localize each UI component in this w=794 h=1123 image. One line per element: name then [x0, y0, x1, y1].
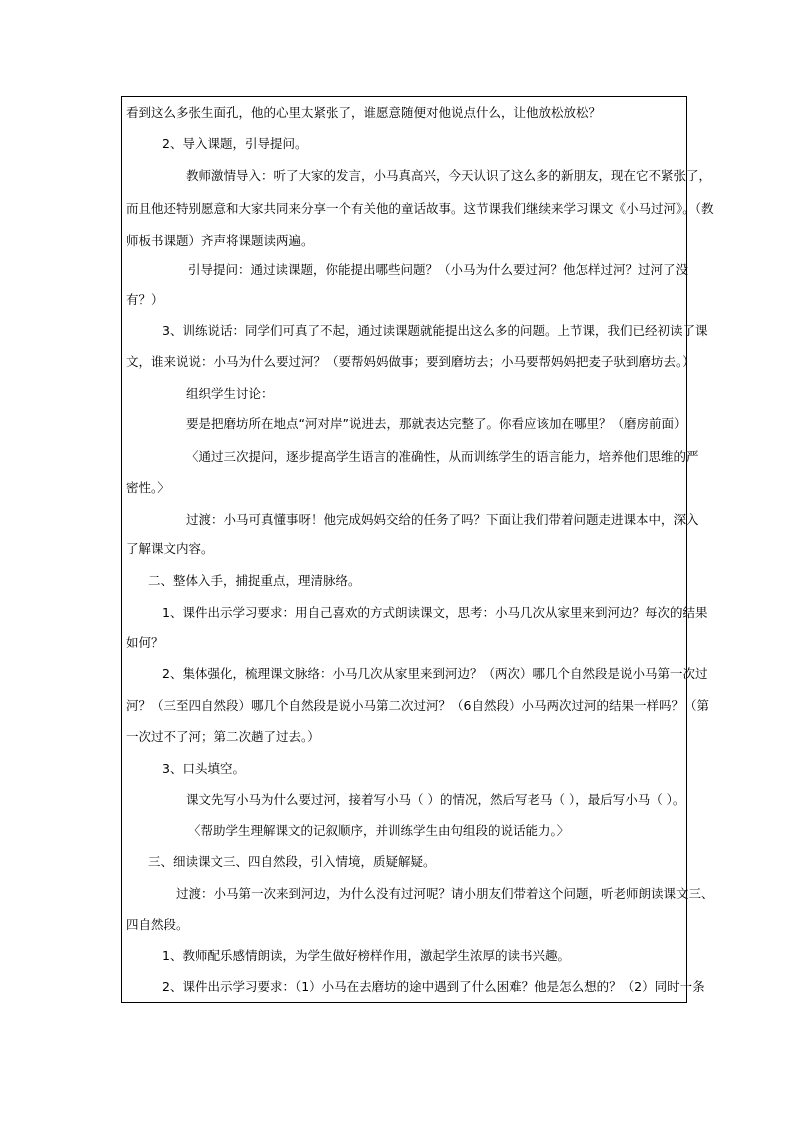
text-line: 课文先写小马为什么要过河，接着写小马（ ）的情况，然后写老马（ ），最后写小马（ ）。 — [186, 792, 686, 807]
text-line: 要是把磨坊所在地点“河对岸”说进去，那就表达完整了。你看应该加在哪里？（磨房前面） — [186, 416, 687, 431]
text-line: 四自然段。 — [126, 917, 189, 932]
text-line: 一次过不了河；第二次趟了过去。） — [126, 729, 320, 744]
text-line: 1、教师配乐感情朗读，为学生做好榜样作用，激起学生浓厚的读书兴趣。 — [162, 948, 570, 963]
text-line: 〈帮助学生理解课文的记叙顺序，并训练学生由句组段的说话能力。〉 — [188, 823, 570, 838]
text-line: 组织学生讨论： — [186, 386, 274, 401]
text-line: 3、口头填空。 — [162, 761, 245, 776]
text-line: 如何？ — [126, 635, 164, 650]
text-line: 有？） — [126, 292, 164, 307]
text-line: 引导提问：通过读课题，你能提出哪些问题？（小马为什么要过河？他怎样过河？过河了没 — [188, 262, 689, 277]
text-line: 2、导入课题，引导提问。 — [162, 136, 308, 151]
text-line: 过渡：小马第一次来到河边，为什么没有过河呢？请小朋友们带着这个问题，听老师朗读课文三、 — [176, 886, 714, 901]
text-line: 3、训练说话：同学们可真了不起，通过读课题就能提出这么多的问题。上节课，我们已经初读了课 — [162, 323, 708, 338]
text-line: 教师激情导入：听了大家的发言，小马真高兴，今天认识了这么多的新朋友，现在它不紧张了， — [186, 168, 712, 183]
text-line: 看到这么多张生面孔，他的心里太紧张了，谁愿意随便对他说点什么，让他放松放松？ — [126, 105, 602, 120]
text-line: 了解课文内容。 — [126, 541, 214, 556]
text-line: 师板书课题）齐声将课题读两遍。 — [126, 233, 314, 248]
text-line: 密性。〉 — [126, 480, 170, 495]
section-heading: 三、细读课文三、四自然段，引入情境，质疑解疑。 — [148, 854, 436, 869]
text-line: 过渡：小马可真懂事呀！他完成妈妈交给的任务了吗？下面让我们带着问题走进课本中，深入 — [186, 512, 699, 527]
text-line: 2、集体强化，梳理课文脉络：小马几次从家里来到河边？（两次）哪几个自然段是说小马第一次过 — [162, 666, 708, 681]
section-heading: 二、整体入手，捕捉重点，理清脉络。 — [148, 573, 361, 588]
text-line: 而且他还特别愿意和大家共同来分享一个有关他的童话故事。这节课我们继续来学习课文《小马过河》。（教 — [126, 201, 714, 216]
text-line: 〈通过三次提问，逐步提高学生语言的准确性，从而训练学生的语言能力，培养他们思维的严 — [186, 449, 699, 464]
text-line: 2、课件出示学习要求：（1）小马在去磨坊的途中遇到了什么困难？他是怎么想的？（2）同时一条 — [162, 979, 705, 994]
text-line: 河？（三至四自然段）哪几个自然段是说小马第二次过河？（6自然段）小马两次过河的结果一样吗？（第 — [126, 698, 709, 713]
text-line: 文，谁来说说：小马为什么要过河？（要帮妈妈做事；要到磨坊去；小马要帮妈妈把麦子驮到磨坊去。） — [126, 354, 695, 369]
text-line: 1、课件出示学习要求：用自己喜欢的方式朗读课文，思考：小马几次从家里来到河边？每次的结果 — [162, 605, 708, 620]
